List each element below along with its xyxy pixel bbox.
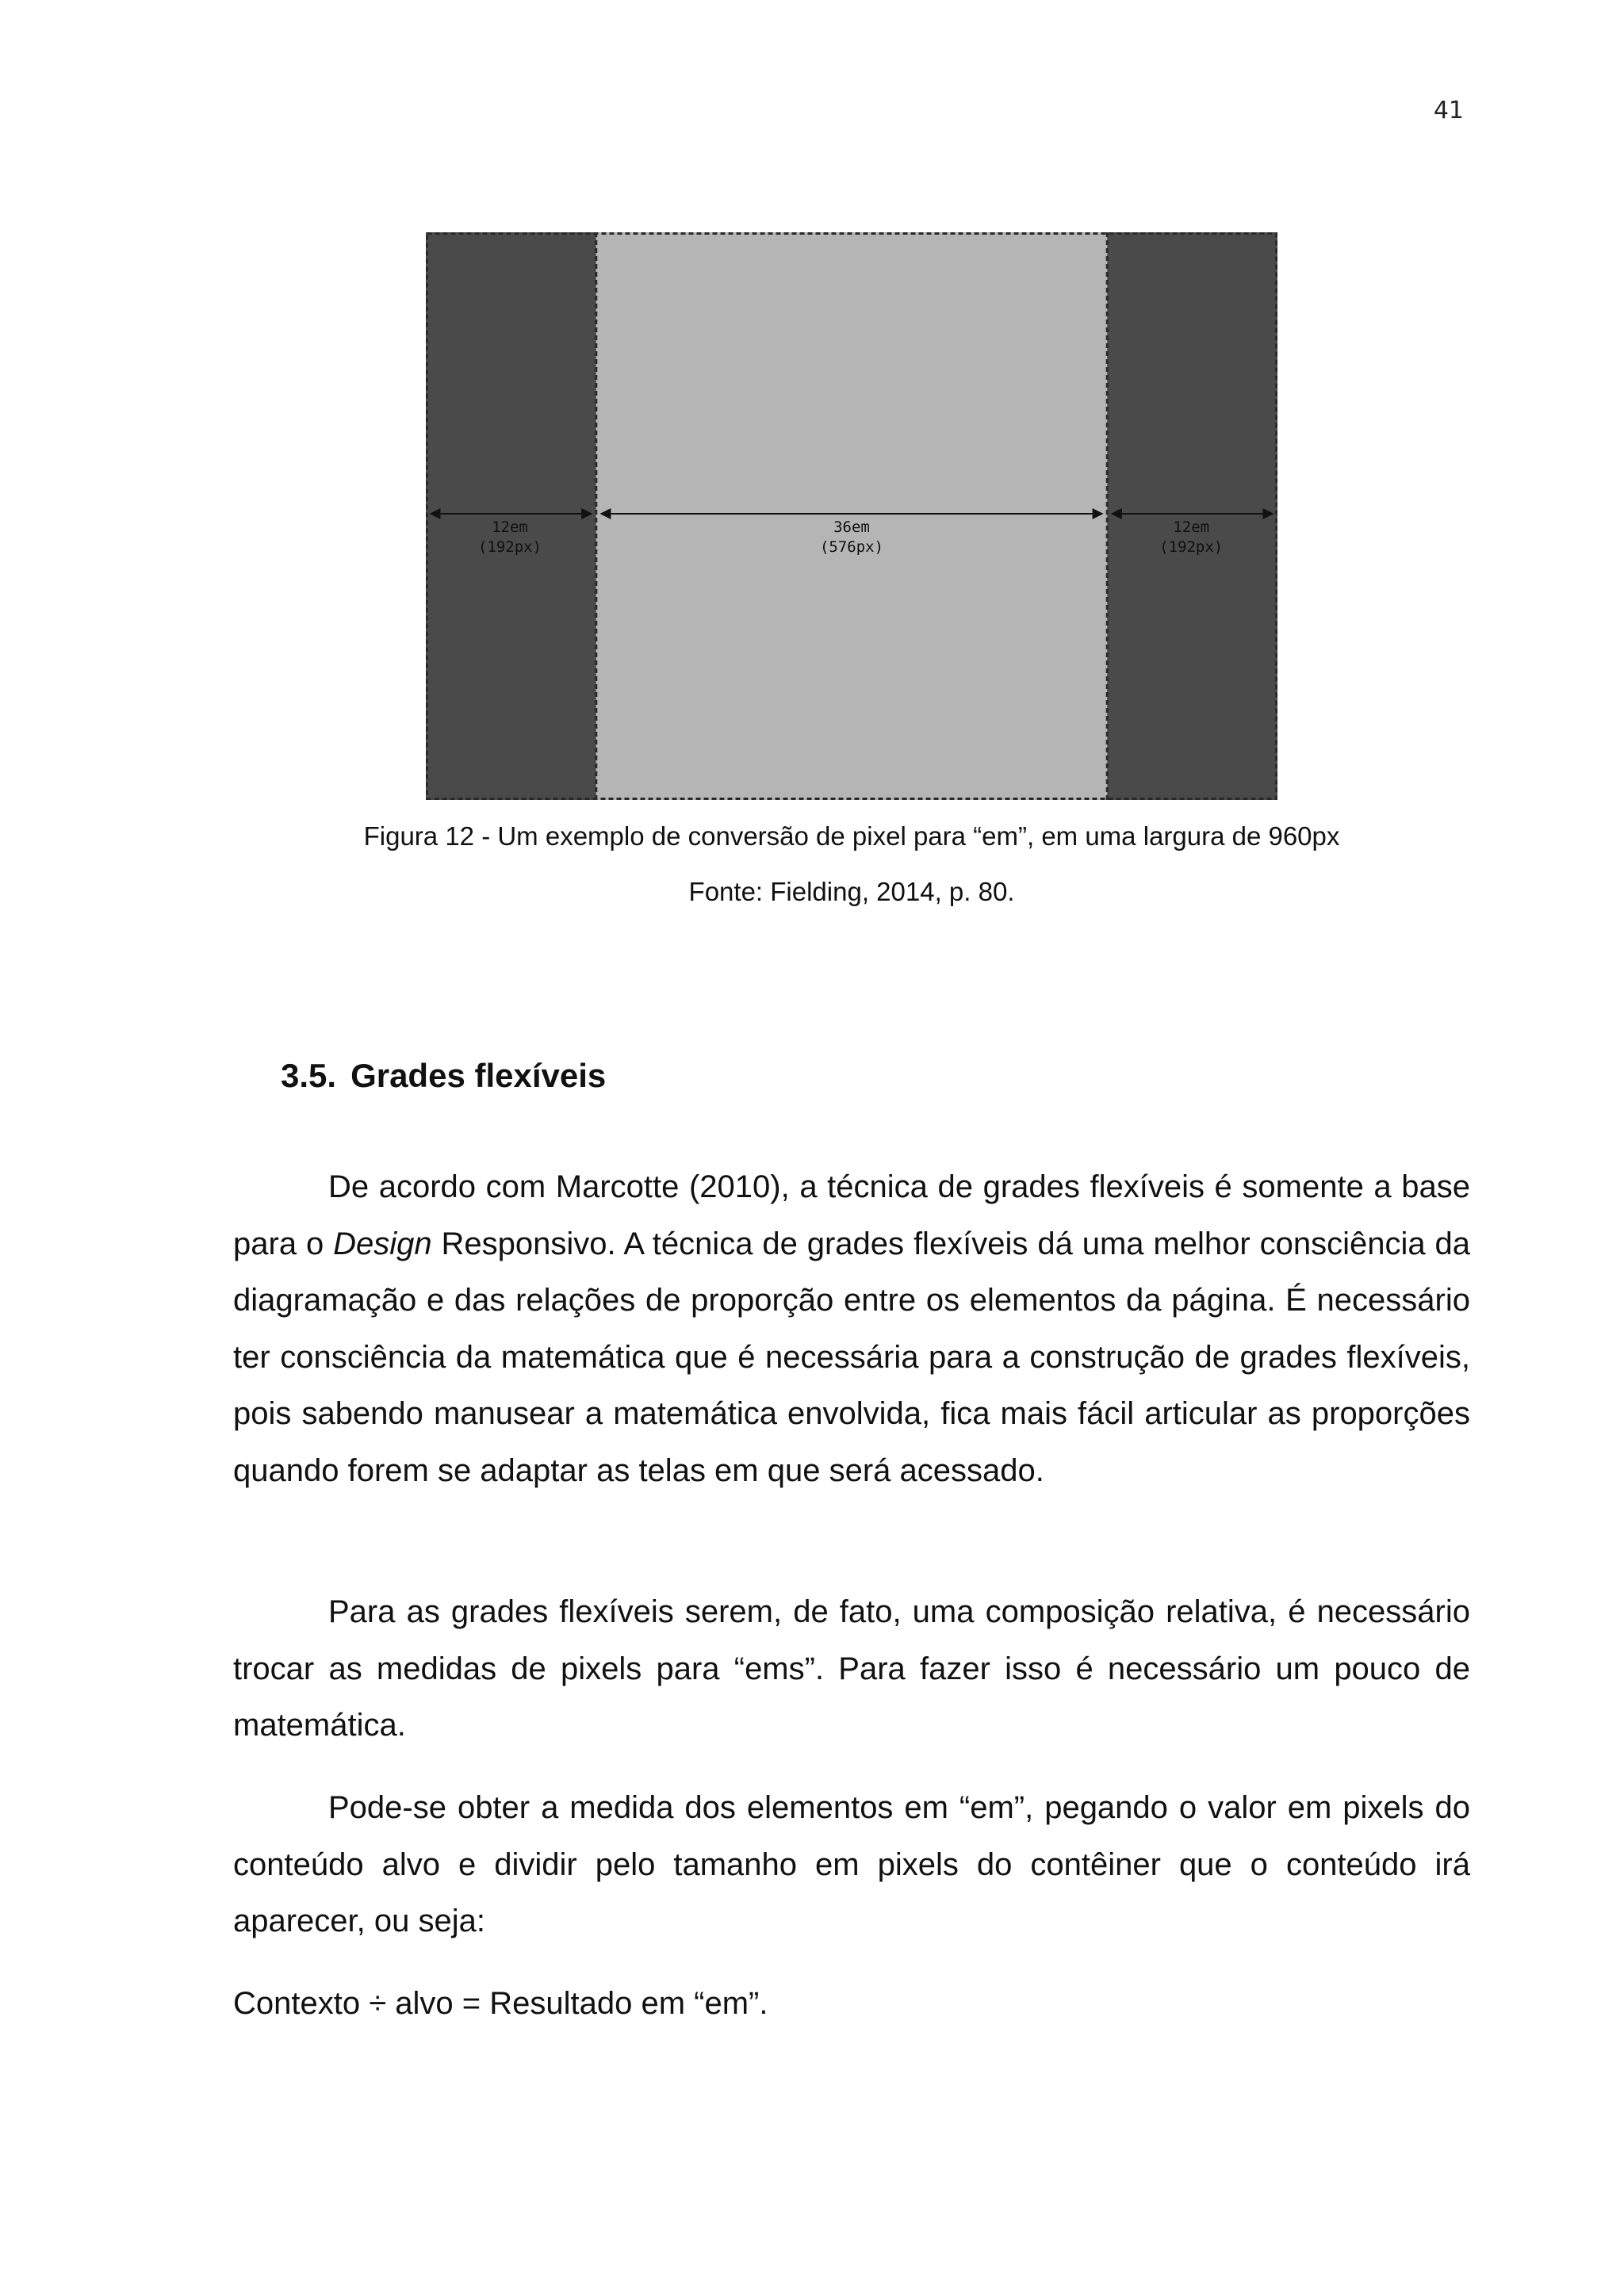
section-heading [281, 1057, 606, 1095]
column-px-label-3: (192px) [1159, 538, 1224, 556]
formula: Contexto ÷ alvo = Resultado em “em”. [233, 1986, 768, 2021]
paragraph-1-italic: Design [333, 1226, 432, 1261]
section-title: Grades flexíveis [350, 1057, 607, 1094]
figure-source: Fonte: Fielding, 2014, p. 80. [688, 877, 1015, 906]
grid-diagram [426, 232, 1277, 800]
page-number: 41 [1433, 97, 1464, 124]
grid-column-3 [1107, 232, 1277, 800]
column-em-label-2: 36em [833, 519, 870, 536]
paragraph-1 [233, 1159, 1470, 1499]
column-em-label-3: 12em [1173, 519, 1210, 536]
column-px-label-1: (192px) [477, 538, 542, 556]
paragraph-1-text-a: De acordo com Marcotte (2010), a técnica de grades flexíveis é somente a base para o [233, 1169, 1470, 1261]
column-em-label-1: 12em [492, 519, 528, 536]
grid-column-1 [426, 232, 596, 800]
column-px-label-2: (576px) [819, 538, 884, 556]
figure-caption: Figura 12 - Um exemplo de conversão de pixel para “em”, em uma largura de 960px [363, 821, 1340, 851]
section-number: 3.5. [281, 1057, 337, 1094]
grid-column-2 [596, 232, 1107, 800]
paragraph-2: Para as grades flexíveis serem, de fato, uma composição relativa, é necessário trocar as medidas de pixels para “ems”. Para fazer isso é necessário um pouco de matemática. [233, 1594, 1470, 1743]
paragraph-3: Pode-se obter a medida dos elementos em “em”, pegando o valor em pixels do conteúdo alvo e dividir pelo tamanho em pixels do contêiner que o conteúdo irá aparecer, ou seja: [233, 1790, 1470, 1938]
paragraph-1-text-b: Responsivo. A técnica de grades flexíveis dá uma melhor consciência da diagramação e das relações de proporção entre os elementos da página. É necessário ter consciência da matemática que é necessária para a construção de grades flexíveis, pois sabendo manusear a matemática envolvida, fica mais fácil articular as proporções quando forem se adaptar as telas em que será acessado. [233, 1226, 1470, 1488]
figure-grid-diagram [426, 232, 1277, 800]
